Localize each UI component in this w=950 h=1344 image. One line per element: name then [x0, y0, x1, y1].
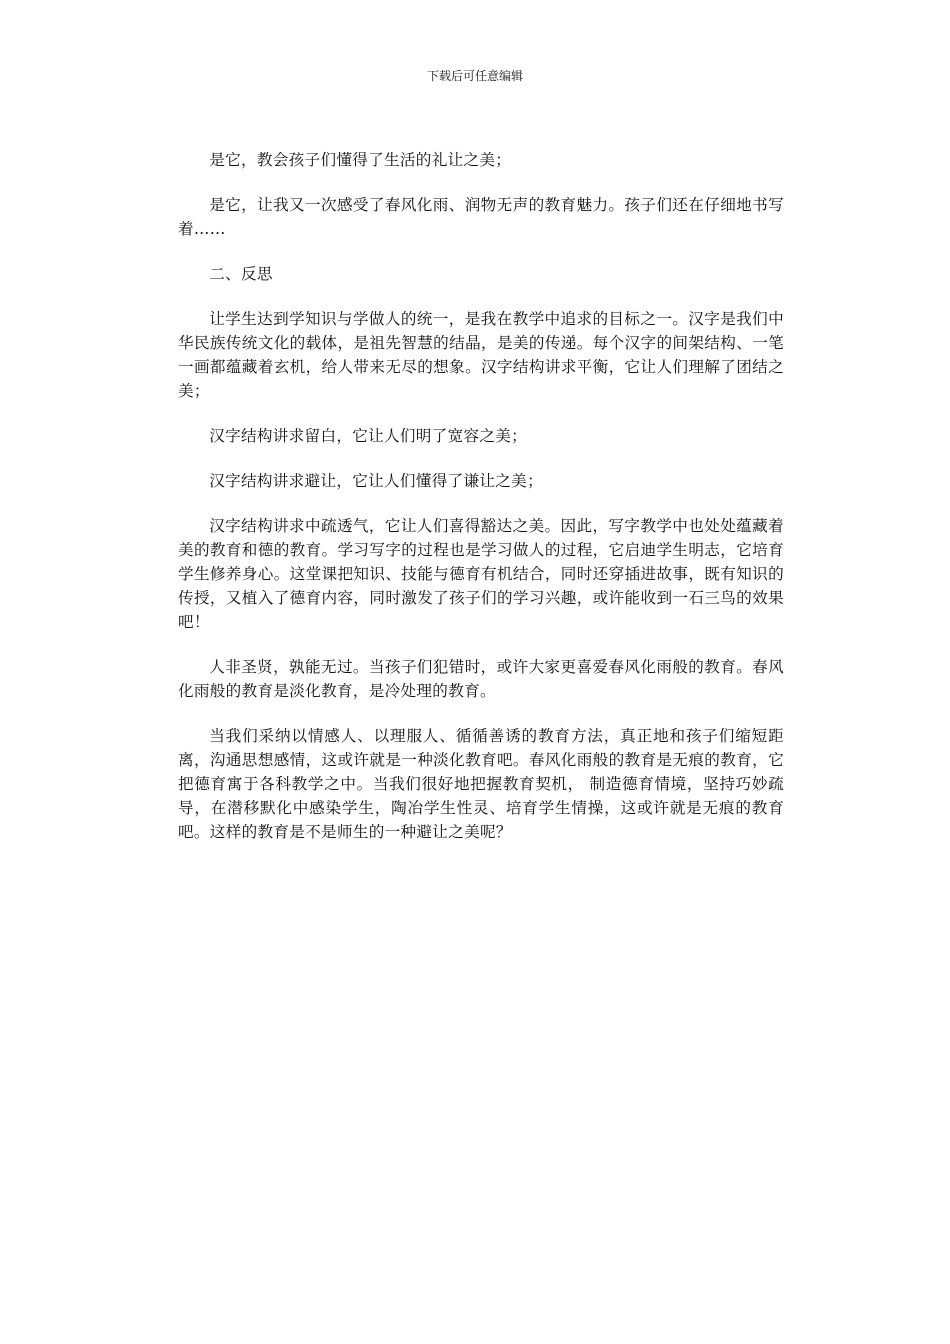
paragraph-tolerance: 汉字结构讲求留白，它让人们明了宽容之美； [209, 427, 528, 445]
section-heading-reflection: 二、反思 [209, 265, 273, 283]
paragraph-education-charm: 是它，让我又一次感受了春风化雨、润物无声的教育魅力。孩子们还在仔细地书写着…… [178, 196, 784, 238]
document-body [178, 148, 784, 865]
paragraph-gentle-education: 人非圣贤，孰能无过。当孩子们犯错时，或许大家更喜爱春风化雨般的教育。春风化雨般的教育是淡化教育，是冷处理的教育。 [178, 658, 784, 700]
paragraph-teaching-goal: 让学生达到学知识与学做人的统一，是我在教学中追求的目标之一。汉字是我们中华民族传统文化的载体，是祖先智慧的结晶，是美的传递。每个汉字的间架结构、一笔一画都蕴藏着玄机，给人带来无尽的想象。汉字结构讲求平衡，它让人们理解了团结之美； [178, 310, 784, 400]
paragraph-etiquette: 是它，教会孩子们懂得了生活的礼让之美； [209, 151, 512, 169]
paragraph-modesty: 汉字结构讲求避让，它让人们懂得了谦让之美； [209, 472, 543, 490]
page-header: 下载后可任意编辑 [426, 69, 523, 83]
paragraph-traceless-education: 当我们采纳以情感人、以理服人、循循善诱的教育方法，真正地和孩子们缩短距离，沟通思想感情，这或许就是一种淡化教育吧。春风化雨般的教育是无痕的教育，它把德育寓于各科教学之中。当我们很好地把握教育契机， 制造德育情境，坚持巧妙疏导，在潜移默化中感染学生，陶冶学生性灵、培育学生情操，这或许就是无痕的教育吧。这样的教育是不是师生的一种避让之美呢？ [178, 727, 784, 841]
paragraph-openness: 汉字结构讲求中疏透气，它让人们喜得豁达之美。因此，写字教学中也处处蕴藏着美的教育和德的教育。学习写字的过程也是学习做人的过程，它启迪学生明志，它培育学生修养身心。这堂课把知识、技能与德育有机结合，同时还穿插进故事，既有知识的传授，又植入了德育内容，同时激发了孩子们的学习兴趣，或许能收到一石三鸟的效果吧！ [178, 517, 784, 631]
